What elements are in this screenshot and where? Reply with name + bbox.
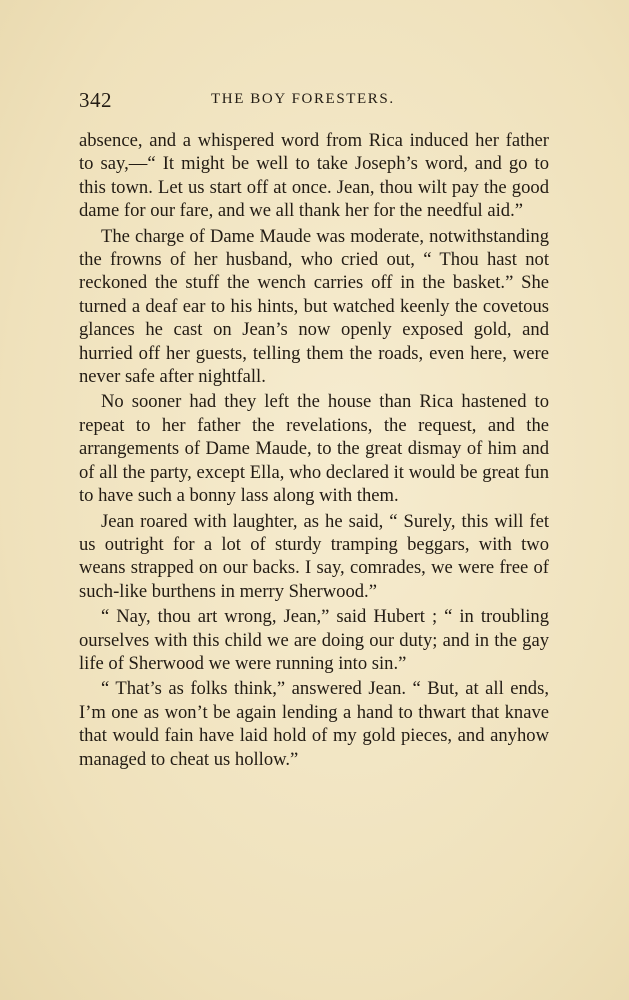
paragraph-2: The charge of Dame Maude was moderate, notwithstanding the frowns of her husband, who cried out, “ Thou hast not reckoned the stuff the wench carries off in the basket.” She turned a deaf ear to his hints, but watched keenly the covetous glances he cast on Jean’s now openly exposed gold, and hurried off her guests, telling them the roads, even here, were never safe after nightfall. [79, 225, 549, 388]
paragraph-3: No sooner had they left the house than Rica hastened to repeat to her father the revelations, the request, and the arrangements of Dame Maude, to the great dismay of him and of all the party, except Ella, who declared it would be great fun to have such a bonny lass along with them. [79, 391, 549, 507]
paragraph-4: Jean roared with laughter, as he said, “ Surely, this will fet us outright for a lot of sturdy tramping beggars, with two weans strapped on our backs. I say, comrades, we were free of such-like burthens in merry Sherwood.” [79, 510, 549, 602]
page-number: 342 [79, 88, 112, 112]
paragraph-6: “ That’s as folks think,” answered Jean. “ But, at all ends, I’m one as won’t be again lending a hand to thwart that knave that would fain have laid hold of my gold pieces, and anyhow managed to cheat us hollow.” [79, 678, 549, 770]
page-header [79, 88, 549, 114]
page-body [79, 129, 549, 771]
paragraph-1: absence, and a whispered word from Rica induced her father to say,—“ It might be well to take Joseph’s word, and go to this town. Let us start off at once. Jean, thou wilt pay the good dame for our fare, and we all thank her for the needful aid.” [79, 130, 549, 222]
running-head: THE BOY FORESTERS. [211, 91, 395, 107]
paragraph-5: “ Nay, thou art wrong, Jean,” said Hubert ; “ in troubling ourselves with this child we are doing our duty; and in the gay life of Sherwood we were running into sin.” [79, 606, 549, 674]
